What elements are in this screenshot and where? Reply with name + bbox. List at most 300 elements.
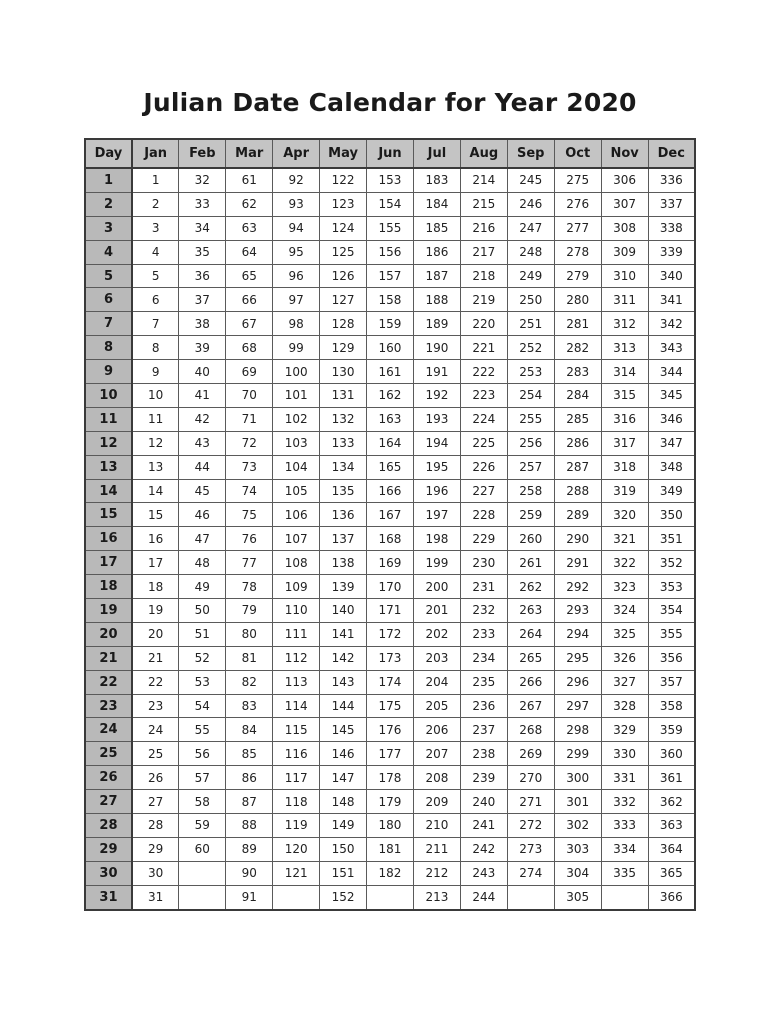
julian-date-cell: 233 xyxy=(460,622,507,646)
table-row xyxy=(85,312,695,336)
julian-date-cell: 203 xyxy=(413,646,460,670)
julian-date-cell: 195 xyxy=(413,455,460,479)
table-row xyxy=(85,694,695,718)
julian-date-cell: 8 xyxy=(132,336,179,360)
julian-date-cell: 237 xyxy=(460,718,507,742)
day-number-cell: 26 xyxy=(85,766,132,790)
julian-date-cell: 280 xyxy=(554,288,601,312)
julian-date-cell: 26 xyxy=(132,766,179,790)
julian-date-cell: 36 xyxy=(179,264,226,288)
julian-date-cell: 325 xyxy=(601,622,648,646)
julian-date-cell: 258 xyxy=(507,479,554,503)
julian-date-cell: 67 xyxy=(226,312,273,336)
julian-date-cell: 85 xyxy=(226,742,273,766)
julian-date-cell: 133 xyxy=(320,431,367,455)
julian-date-cell: 211 xyxy=(413,837,460,861)
julian-date-cell: 335 xyxy=(601,861,648,885)
julian-date-cell: 339 xyxy=(648,240,695,264)
day-number-cell: 6 xyxy=(85,288,132,312)
julian-date-cell: 4 xyxy=(132,240,179,264)
julian-date-cell: 104 xyxy=(273,455,320,479)
julian-date-cell: 91 xyxy=(226,885,273,909)
julian-date-cell: 97 xyxy=(273,288,320,312)
julian-date-cell: 2 xyxy=(132,192,179,216)
julian-date-cell: 235 xyxy=(460,670,507,694)
julian-date-cell: 149 xyxy=(320,814,367,838)
julian-date-cell: 127 xyxy=(320,288,367,312)
day-number-cell: 27 xyxy=(85,790,132,814)
julian-date-cell: 109 xyxy=(273,575,320,599)
julian-date-cell: 10 xyxy=(132,384,179,408)
julian-date-cell: 93 xyxy=(273,192,320,216)
table-row xyxy=(85,646,695,670)
julian-date-cell: 350 xyxy=(648,503,695,527)
julian-date-cell: 136 xyxy=(320,503,367,527)
julian-date-cell: 236 xyxy=(460,694,507,718)
julian-date-cell: 209 xyxy=(413,790,460,814)
julian-date-cell: 13 xyxy=(132,455,179,479)
julian-date-cell: 358 xyxy=(648,694,695,718)
julian-date-cell: 301 xyxy=(554,790,601,814)
julian-date-cell: 77 xyxy=(226,551,273,575)
day-number-cell: 12 xyxy=(85,431,132,455)
julian-date-cell: 22 xyxy=(132,670,179,694)
julian-date-cell: 317 xyxy=(601,431,648,455)
julian-date-cell: 366 xyxy=(648,885,695,909)
julian-date-cell: 130 xyxy=(320,360,367,384)
empty-cell xyxy=(179,885,226,909)
table-row xyxy=(85,861,695,885)
julian-date-cell: 170 xyxy=(367,575,414,599)
julian-date-cell: 33 xyxy=(179,192,226,216)
julian-date-cell: 326 xyxy=(601,646,648,670)
julian-date-cell: 150 xyxy=(320,837,367,861)
julian-date-cell: 219 xyxy=(460,288,507,312)
julian-date-cell: 265 xyxy=(507,646,554,670)
julian-date-cell: 38 xyxy=(179,312,226,336)
julian-date-cell: 41 xyxy=(179,384,226,408)
julian-date-cell: 287 xyxy=(554,455,601,479)
julian-date-cell: 294 xyxy=(554,622,601,646)
julian-date-cell: 332 xyxy=(601,790,648,814)
julian-date-cell: 200 xyxy=(413,575,460,599)
julian-date-cell: 96 xyxy=(273,264,320,288)
table-row xyxy=(85,670,695,694)
julian-date-cell: 171 xyxy=(367,599,414,623)
julian-date-cell: 158 xyxy=(367,288,414,312)
day-number-cell: 5 xyxy=(85,264,132,288)
julian-date-cell: 157 xyxy=(367,264,414,288)
julian-date-cell: 277 xyxy=(554,216,601,240)
table-row xyxy=(85,407,695,431)
julian-date-cell: 250 xyxy=(507,288,554,312)
julian-date-cell: 151 xyxy=(320,861,367,885)
julian-date-cell: 70 xyxy=(226,384,273,408)
julian-date-cell: 121 xyxy=(273,861,320,885)
julian-date-cell: 264 xyxy=(507,622,554,646)
day-number-cell: 14 xyxy=(85,479,132,503)
table-row xyxy=(85,718,695,742)
julian-date-cell: 61 xyxy=(226,168,273,192)
julian-date-cell: 129 xyxy=(320,336,367,360)
julian-date-cell: 198 xyxy=(413,527,460,551)
julian-date-cell: 108 xyxy=(273,551,320,575)
julian-date-cell: 45 xyxy=(179,479,226,503)
julian-date-cell: 340 xyxy=(648,264,695,288)
julian-date-cell: 137 xyxy=(320,527,367,551)
julian-date-cell: 239 xyxy=(460,766,507,790)
empty-cell xyxy=(273,885,320,909)
julian-date-cell: 311 xyxy=(601,288,648,312)
julian-date-cell: 269 xyxy=(507,742,554,766)
julian-date-cell: 118 xyxy=(273,790,320,814)
julian-date-cell: 57 xyxy=(179,766,226,790)
table-body xyxy=(85,168,695,910)
julian-date-cell: 204 xyxy=(413,670,460,694)
julian-date-cell: 251 xyxy=(507,312,554,336)
julian-date-cell: 313 xyxy=(601,336,648,360)
julian-date-cell: 249 xyxy=(507,264,554,288)
day-number-cell: 7 xyxy=(85,312,132,336)
julian-date-cell: 330 xyxy=(601,742,648,766)
julian-date-cell: 238 xyxy=(460,742,507,766)
julian-date-cell: 261 xyxy=(507,551,554,575)
julian-date-cell: 319 xyxy=(601,479,648,503)
day-number-cell: 30 xyxy=(85,861,132,885)
julian-date-cell: 276 xyxy=(554,192,601,216)
julian-date-cell: 141 xyxy=(320,622,367,646)
julian-date-cell: 245 xyxy=(507,168,554,192)
julian-date-cell: 100 xyxy=(273,360,320,384)
julian-date-cell: 102 xyxy=(273,407,320,431)
julian-date-cell: 185 xyxy=(413,216,460,240)
julian-date-cell: 256 xyxy=(507,431,554,455)
julian-date-cell: 80 xyxy=(226,622,273,646)
table-row xyxy=(85,336,695,360)
julian-date-cell: 144 xyxy=(320,694,367,718)
table-row xyxy=(85,527,695,551)
day-number-cell: 19 xyxy=(85,599,132,623)
julian-date-cell: 179 xyxy=(367,790,414,814)
julian-date-cell: 27 xyxy=(132,790,179,814)
month-header-oct: Oct xyxy=(554,139,601,168)
julian-date-cell: 155 xyxy=(367,216,414,240)
julian-date-cell: 103 xyxy=(273,431,320,455)
julian-date-cell: 224 xyxy=(460,407,507,431)
julian-date-cell: 152 xyxy=(320,885,367,909)
julian-date-cell: 88 xyxy=(226,814,273,838)
julian-date-cell: 267 xyxy=(507,694,554,718)
julian-date-cell: 193 xyxy=(413,407,460,431)
day-number-cell: 16 xyxy=(85,527,132,551)
julian-date-cell: 106 xyxy=(273,503,320,527)
julian-date-cell: 17 xyxy=(132,551,179,575)
month-header-jul: Jul xyxy=(413,139,460,168)
julian-date-cell: 116 xyxy=(273,742,320,766)
day-number-cell: 18 xyxy=(85,575,132,599)
julian-date-cell: 341 xyxy=(648,288,695,312)
julian-date-cell: 342 xyxy=(648,312,695,336)
julian-date-cell: 46 xyxy=(179,503,226,527)
julian-date-cell: 364 xyxy=(648,837,695,861)
julian-date-cell: 344 xyxy=(648,360,695,384)
julian-date-cell: 82 xyxy=(226,670,273,694)
julian-date-cell: 243 xyxy=(460,861,507,885)
julian-date-cell: 47 xyxy=(179,527,226,551)
julian-date-cell: 286 xyxy=(554,431,601,455)
julian-date-cell: 52 xyxy=(179,646,226,670)
julian-date-cell: 322 xyxy=(601,551,648,575)
julian-date-table xyxy=(84,138,696,911)
table-row xyxy=(85,240,695,264)
julian-date-cell: 274 xyxy=(507,861,554,885)
julian-date-cell: 181 xyxy=(367,837,414,861)
julian-date-cell: 279 xyxy=(554,264,601,288)
day-number-cell: 4 xyxy=(85,240,132,264)
month-header-mar: Mar xyxy=(226,139,273,168)
julian-date-cell: 210 xyxy=(413,814,460,838)
table-row xyxy=(85,790,695,814)
julian-date-cell: 37 xyxy=(179,288,226,312)
julian-date-cell: 180 xyxy=(367,814,414,838)
julian-date-cell: 40 xyxy=(179,360,226,384)
julian-date-cell: 81 xyxy=(226,646,273,670)
julian-date-cell: 225 xyxy=(460,431,507,455)
day-number-cell: 17 xyxy=(85,551,132,575)
julian-date-cell: 35 xyxy=(179,240,226,264)
julian-date-cell: 246 xyxy=(507,192,554,216)
table-row xyxy=(85,551,695,575)
julian-date-cell: 288 xyxy=(554,479,601,503)
julian-date-cell: 353 xyxy=(648,575,695,599)
julian-date-cell: 172 xyxy=(367,622,414,646)
julian-date-cell: 53 xyxy=(179,670,226,694)
julian-date-cell: 247 xyxy=(507,216,554,240)
table-row xyxy=(85,168,695,192)
julian-date-cell: 62 xyxy=(226,192,273,216)
julian-date-cell: 283 xyxy=(554,360,601,384)
julian-date-cell: 351 xyxy=(648,527,695,551)
julian-date-cell: 173 xyxy=(367,646,414,670)
day-number-cell: 9 xyxy=(85,360,132,384)
table-row xyxy=(85,360,695,384)
julian-date-cell: 90 xyxy=(226,861,273,885)
julian-date-cell: 134 xyxy=(320,455,367,479)
julian-date-cell: 254 xyxy=(507,384,554,408)
day-number-cell: 1 xyxy=(85,168,132,192)
julian-date-cell: 316 xyxy=(601,407,648,431)
julian-date-cell: 86 xyxy=(226,766,273,790)
julian-date-cell: 112 xyxy=(273,646,320,670)
julian-date-cell: 257 xyxy=(507,455,554,479)
julian-date-cell: 125 xyxy=(320,240,367,264)
julian-date-cell: 263 xyxy=(507,599,554,623)
julian-date-cell: 15 xyxy=(132,503,179,527)
julian-date-cell: 19 xyxy=(132,599,179,623)
julian-date-cell: 94 xyxy=(273,216,320,240)
day-number-cell: 2 xyxy=(85,192,132,216)
julian-date-cell: 234 xyxy=(460,646,507,670)
julian-date-cell: 278 xyxy=(554,240,601,264)
julian-date-cell: 349 xyxy=(648,479,695,503)
julian-date-cell: 197 xyxy=(413,503,460,527)
julian-date-cell: 148 xyxy=(320,790,367,814)
month-header-sep: Sep xyxy=(507,139,554,168)
julian-date-cell: 303 xyxy=(554,837,601,861)
julian-date-cell: 220 xyxy=(460,312,507,336)
julian-date-cell: 266 xyxy=(507,670,554,694)
julian-date-cell: 49 xyxy=(179,575,226,599)
julian-date-cell: 1 xyxy=(132,168,179,192)
empty-cell xyxy=(367,885,414,909)
julian-date-cell: 252 xyxy=(507,336,554,360)
julian-date-cell: 51 xyxy=(179,622,226,646)
julian-date-cell: 120 xyxy=(273,837,320,861)
julian-date-cell: 30 xyxy=(132,861,179,885)
table-row xyxy=(85,384,695,408)
julian-date-cell: 140 xyxy=(320,599,367,623)
julian-date-cell: 34 xyxy=(179,216,226,240)
julian-date-cell: 253 xyxy=(507,360,554,384)
julian-date-cell: 128 xyxy=(320,312,367,336)
julian-date-cell: 21 xyxy=(132,646,179,670)
empty-cell xyxy=(179,861,226,885)
day-number-cell: 15 xyxy=(85,503,132,527)
julian-date-cell: 7 xyxy=(132,312,179,336)
julian-date-cell: 105 xyxy=(273,479,320,503)
julian-date-cell: 177 xyxy=(367,742,414,766)
julian-date-cell: 189 xyxy=(413,312,460,336)
julian-date-cell: 244 xyxy=(460,885,507,909)
julian-date-cell: 11 xyxy=(132,407,179,431)
julian-date-cell: 329 xyxy=(601,718,648,742)
julian-date-cell: 117 xyxy=(273,766,320,790)
julian-date-cell: 199 xyxy=(413,551,460,575)
julian-date-cell: 359 xyxy=(648,718,695,742)
julian-date-cell: 206 xyxy=(413,718,460,742)
julian-date-cell: 165 xyxy=(367,455,414,479)
day-column-header: Day xyxy=(85,139,132,168)
day-number-cell: 8 xyxy=(85,336,132,360)
julian-date-cell: 268 xyxy=(507,718,554,742)
day-number-cell: 31 xyxy=(85,885,132,909)
julian-date-cell: 74 xyxy=(226,479,273,503)
julian-date-cell: 207 xyxy=(413,742,460,766)
julian-date-cell: 84 xyxy=(226,718,273,742)
julian-date-cell: 272 xyxy=(507,814,554,838)
julian-date-cell: 122 xyxy=(320,168,367,192)
julian-date-cell: 240 xyxy=(460,790,507,814)
month-header-jan: Jan xyxy=(132,139,179,168)
julian-date-cell: 39 xyxy=(179,336,226,360)
julian-date-cell: 259 xyxy=(507,503,554,527)
empty-cell xyxy=(507,885,554,909)
julian-date-cell: 131 xyxy=(320,384,367,408)
julian-date-cell: 92 xyxy=(273,168,320,192)
julian-date-cell: 123 xyxy=(320,192,367,216)
julian-date-cell: 166 xyxy=(367,479,414,503)
empty-cell xyxy=(601,885,648,909)
julian-date-cell: 305 xyxy=(554,885,601,909)
julian-date-cell: 290 xyxy=(554,527,601,551)
julian-date-cell: 99 xyxy=(273,336,320,360)
julian-date-cell: 307 xyxy=(601,192,648,216)
julian-date-cell: 331 xyxy=(601,766,648,790)
julian-date-cell: 216 xyxy=(460,216,507,240)
julian-date-cell: 78 xyxy=(226,575,273,599)
julian-date-cell: 89 xyxy=(226,837,273,861)
julian-date-cell: 98 xyxy=(273,312,320,336)
month-header-nov: Nov xyxy=(601,139,648,168)
table-row xyxy=(85,575,695,599)
julian-date-cell: 71 xyxy=(226,407,273,431)
julian-date-cell: 231 xyxy=(460,575,507,599)
julian-date-cell: 184 xyxy=(413,192,460,216)
day-number-cell: 29 xyxy=(85,837,132,861)
header-row xyxy=(85,139,695,168)
julian-date-cell: 162 xyxy=(367,384,414,408)
julian-date-cell: 16 xyxy=(132,527,179,551)
julian-date-cell: 365 xyxy=(648,861,695,885)
julian-date-cell: 328 xyxy=(601,694,648,718)
month-header-apr: Apr xyxy=(273,139,320,168)
table-header xyxy=(85,139,695,168)
julian-date-cell: 135 xyxy=(320,479,367,503)
julian-date-cell: 65 xyxy=(226,264,273,288)
julian-date-cell: 126 xyxy=(320,264,367,288)
julian-date-cell: 262 xyxy=(507,575,554,599)
julian-date-cell: 42 xyxy=(179,407,226,431)
julian-date-cell: 146 xyxy=(320,742,367,766)
julian-date-cell: 5 xyxy=(132,264,179,288)
julian-date-cell: 147 xyxy=(320,766,367,790)
julian-date-cell: 363 xyxy=(648,814,695,838)
julian-date-cell: 293 xyxy=(554,599,601,623)
julian-date-cell: 318 xyxy=(601,455,648,479)
julian-date-cell: 312 xyxy=(601,312,648,336)
julian-date-cell: 222 xyxy=(460,360,507,384)
julian-date-cell: 356 xyxy=(648,646,695,670)
julian-date-cell: 241 xyxy=(460,814,507,838)
julian-date-cell: 54 xyxy=(179,694,226,718)
julian-date-cell: 270 xyxy=(507,766,554,790)
julian-date-cell: 306 xyxy=(601,168,648,192)
julian-date-cell: 138 xyxy=(320,551,367,575)
julian-date-cell: 296 xyxy=(554,670,601,694)
julian-date-cell: 304 xyxy=(554,861,601,885)
month-header-feb: Feb xyxy=(179,139,226,168)
julian-date-cell: 66 xyxy=(226,288,273,312)
julian-date-cell: 309 xyxy=(601,240,648,264)
julian-date-cell: 360 xyxy=(648,742,695,766)
julian-date-cell: 143 xyxy=(320,670,367,694)
table-row xyxy=(85,885,695,909)
julian-date-cell: 79 xyxy=(226,599,273,623)
julian-date-cell: 167 xyxy=(367,503,414,527)
julian-date-cell: 72 xyxy=(226,431,273,455)
julian-date-cell: 291 xyxy=(554,551,601,575)
julian-date-cell: 323 xyxy=(601,575,648,599)
julian-date-cell: 83 xyxy=(226,694,273,718)
julian-date-cell: 315 xyxy=(601,384,648,408)
julian-date-cell: 218 xyxy=(460,264,507,288)
julian-date-cell: 337 xyxy=(648,192,695,216)
julian-date-cell: 24 xyxy=(132,718,179,742)
julian-date-cell: 357 xyxy=(648,670,695,694)
julian-date-cell: 43 xyxy=(179,431,226,455)
julian-date-cell: 6 xyxy=(132,288,179,312)
julian-date-cell: 230 xyxy=(460,551,507,575)
